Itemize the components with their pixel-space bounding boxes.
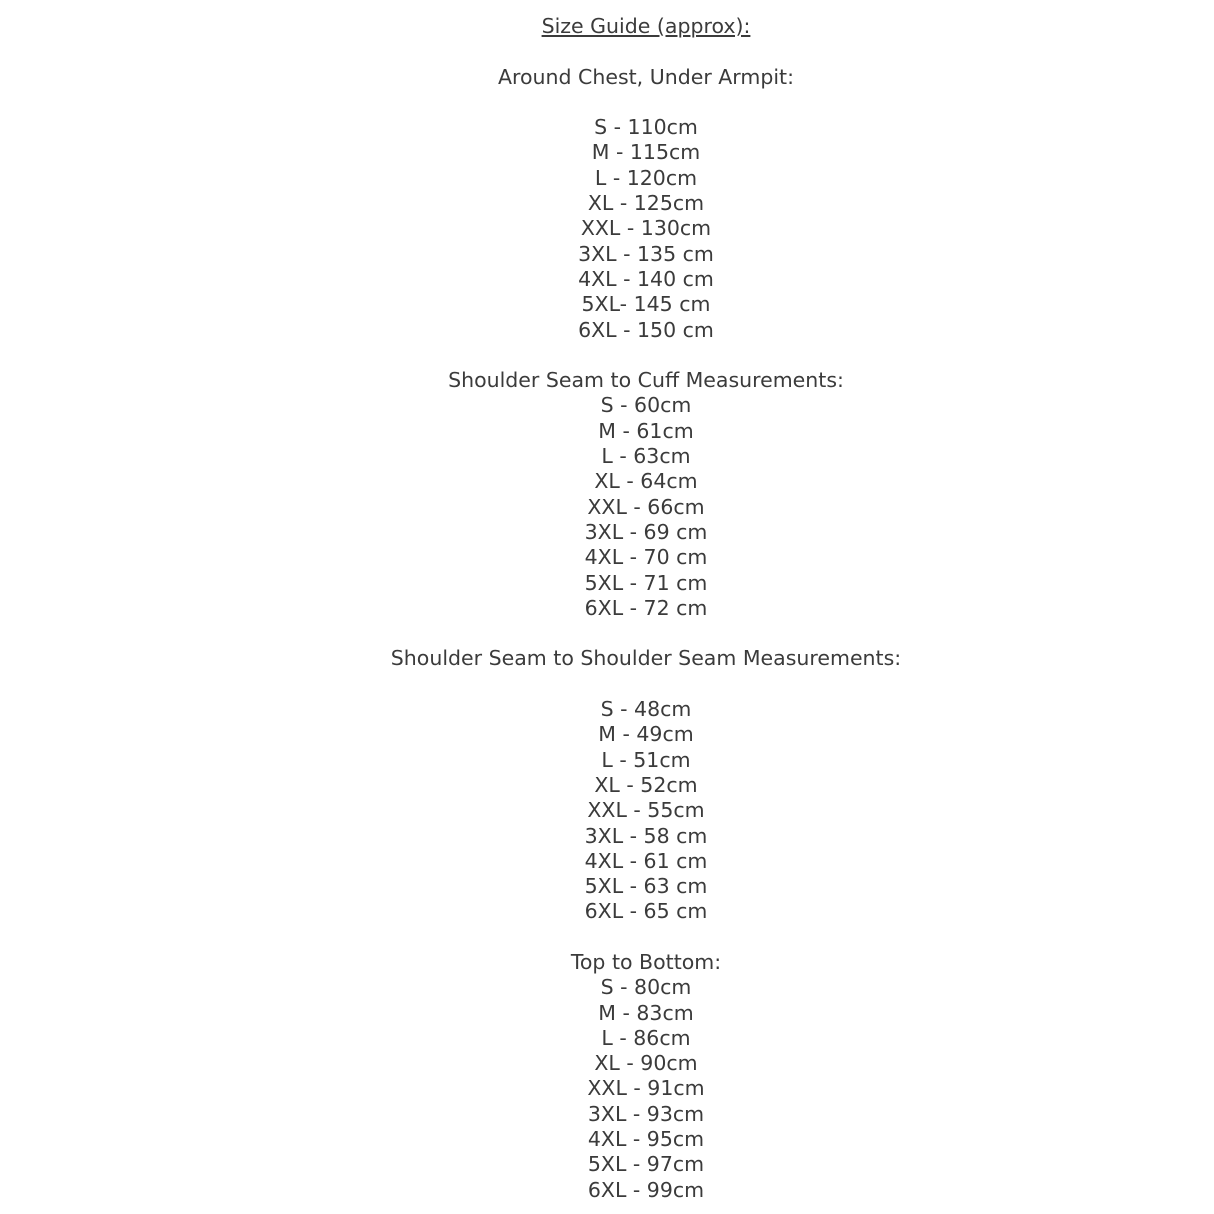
measurement-list-shoulder-to-shoulder [78,697,1214,925]
size-measurement-line: XXL - 55cm [587,798,705,823]
size-measurement-line: XL - 90cm [594,1051,698,1076]
size-measurement-line: 6XL - 65 cm [584,899,708,924]
size-measurement-line: 4XL - 70 cm [584,545,708,570]
size-measurement-line: 3XL - 69 cm [584,519,708,544]
section-heading-shoulder-to-shoulder: Shoulder Seam to Shoulder Seam Measurements: [390,646,902,671]
size-measurement-line: S - 60cm [600,393,692,418]
section-heading-around-chest: Around Chest, Under Armpit: [497,64,794,89]
size-measurement-line: 3XL - 93cm [587,1101,705,1126]
size-measurement-line: 5XL - 97cm [587,1152,705,1177]
size-measurement-line: XL - 52cm [594,772,698,797]
page-title: Size Guide (approx): [541,14,751,38]
spacer [78,343,1214,368]
section-top-to-bottom [78,950,1214,1203]
spacer [78,621,1214,646]
spacer [78,90,1214,115]
section-shoulder-to-cuff [78,368,1214,621]
size-measurement-line: S - 80cm [600,975,692,1000]
size-measurement-line: XXL - 66cm [587,494,705,519]
section-heading-top-to-bottom: Top to Bottom: [570,949,722,974]
section-shoulder-to-shoulder [78,646,1214,924]
size-measurement-line: XL - 64cm [594,469,698,494]
size-measurement-line: 6XL - 72 cm [584,595,708,620]
size-measurement-line: S - 110cm [594,115,698,140]
size-measurement-line: L - 120cm [594,165,698,190]
size-measurement-line: M - 61cm [598,418,694,443]
size-measurement-line: 6XL - 150 cm [578,317,714,342]
measurement-list-around-chest [78,115,1214,343]
size-measurement-line: M - 115cm [591,140,701,165]
size-measurement-line: 4XL - 140 cm [578,266,714,291]
spacer [78,925,1214,950]
spacer [78,39,1214,64]
section-around-chest [78,65,1214,343]
size-measurement-line: 5XL- 145 cm [581,292,711,317]
measurement-list-shoulder-to-cuff [78,393,1214,621]
size-measurement-line: 5XL - 63 cm [584,874,708,899]
size-measurement-line: 4XL - 61 cm [584,848,708,873]
section-heading-shoulder-to-cuff: Shoulder Seam to Cuff Measurements: [448,368,844,393]
size-measurement-line: 4XL - 95cm [587,1127,705,1152]
size-measurement-line: 6XL - 99cm [587,1177,705,1202]
size-measurement-line: S - 48cm [600,697,692,722]
size-measurement-line: 5XL - 71 cm [584,570,708,595]
size-measurement-line: XXL - 91cm [587,1076,705,1101]
size-measurement-line: L - 63cm [601,444,691,469]
size-measurement-line: L - 51cm [601,747,691,772]
size-measurement-line: M - 83cm [598,1000,694,1025]
measurement-list-top-to-bottom [78,975,1214,1203]
spacer [78,672,1214,697]
size-measurement-line: L - 86cm [601,1025,691,1050]
size-measurement-line: 3XL - 135 cm [578,241,714,266]
size-measurement-line: 3XL - 58 cm [584,823,708,848]
size-measurement-line: XXL - 130cm [580,216,712,241]
size-measurement-line: XL - 125cm [587,191,705,216]
size-guide-document [78,14,1214,1203]
size-measurement-line: M - 49cm [598,722,694,747]
